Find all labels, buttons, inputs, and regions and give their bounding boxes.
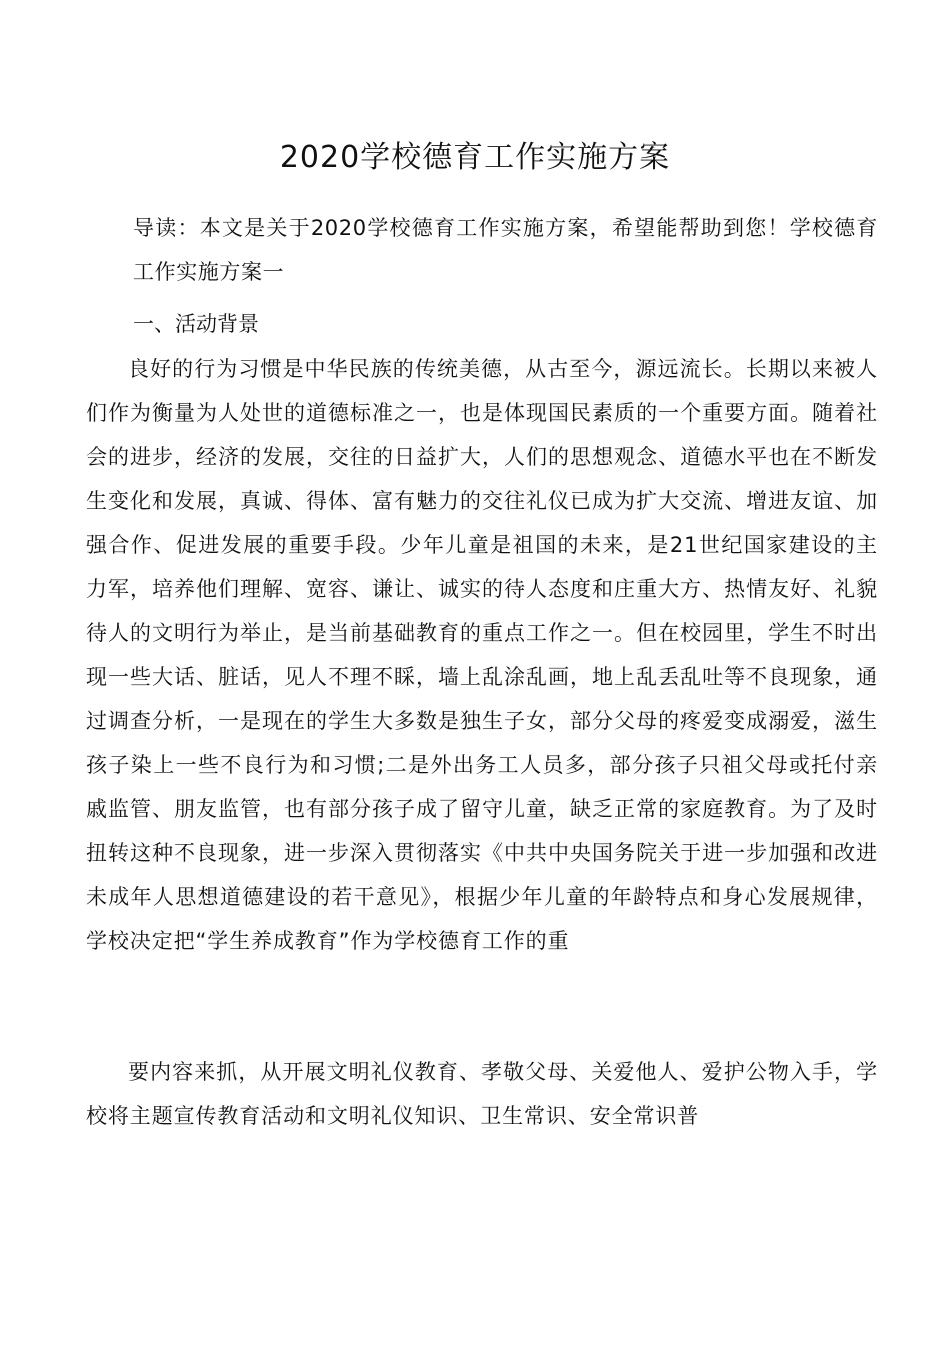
intro-paragraph: 导读：本文是关于2020学校德育工作实施方案，希望能帮助到您！学校德育工作实施方案一: [133, 216, 878, 284]
document-title: 2020学校德育工作实施方案: [279, 140, 671, 175]
body-paragraph: 良好的行为习惯是中华民族的传统美德，从古至今，源远流长。长期以来被人们作为衡量为人处世的道德标准之一，也是体现国民素质的一个重要方面。随着社会的进步，经济的发展，交往的日益扩大，人们的思想观念、道德水平也在不断发生变化和发展，真诚、得体、富有魅力的交往礼仪已成为扩大交流、增进友谊、加强合作、促进发展的重要手段。少年儿童是祖国的未来，是21世纪国家建设的主力军，培养他们理解、宽容、谦让、诚实的待人态度和庄重大方、热情友好、礼貌待人的文明行为举止，是当前基础教育的重点工作之一。但在校园里，学生不时出现一些大话、脏话，见人不理不睬，墙上乱涂乱画，地上乱丢乱吐等不良现象，通过调查分析，一是现在的学生大多数是独生子女，部分父母的疼爱变成溺爱，滋生孩子染上一些不良行为和习惯;二是外出务工人员多，部分孩子只祖父母或托付亲戚监管、朋友监管，也有部分孩子成了留守儿童，缺乏正常的家庭教育。为了及时扭转这种不良现象，进一步深入贯彻落实《中共中央国务院关于进一步加强和改进未成年人思想道德建设的若干意见》，根据少年儿童的年龄特点和身心发展规律，学校决定把“学生养成教育”作为学校德育工作的重: [86, 357, 878, 953]
body-paragraph-continued: 要内容来抓，从开展文明礼仪教育、孝敬父母、关爱他人、爱护公物入手，学校将主题宣传教育活动和文明礼仪知识、卫生常识、安全常识普: [86, 1060, 878, 1128]
section-heading: 一、活动背景: [133, 312, 259, 336]
